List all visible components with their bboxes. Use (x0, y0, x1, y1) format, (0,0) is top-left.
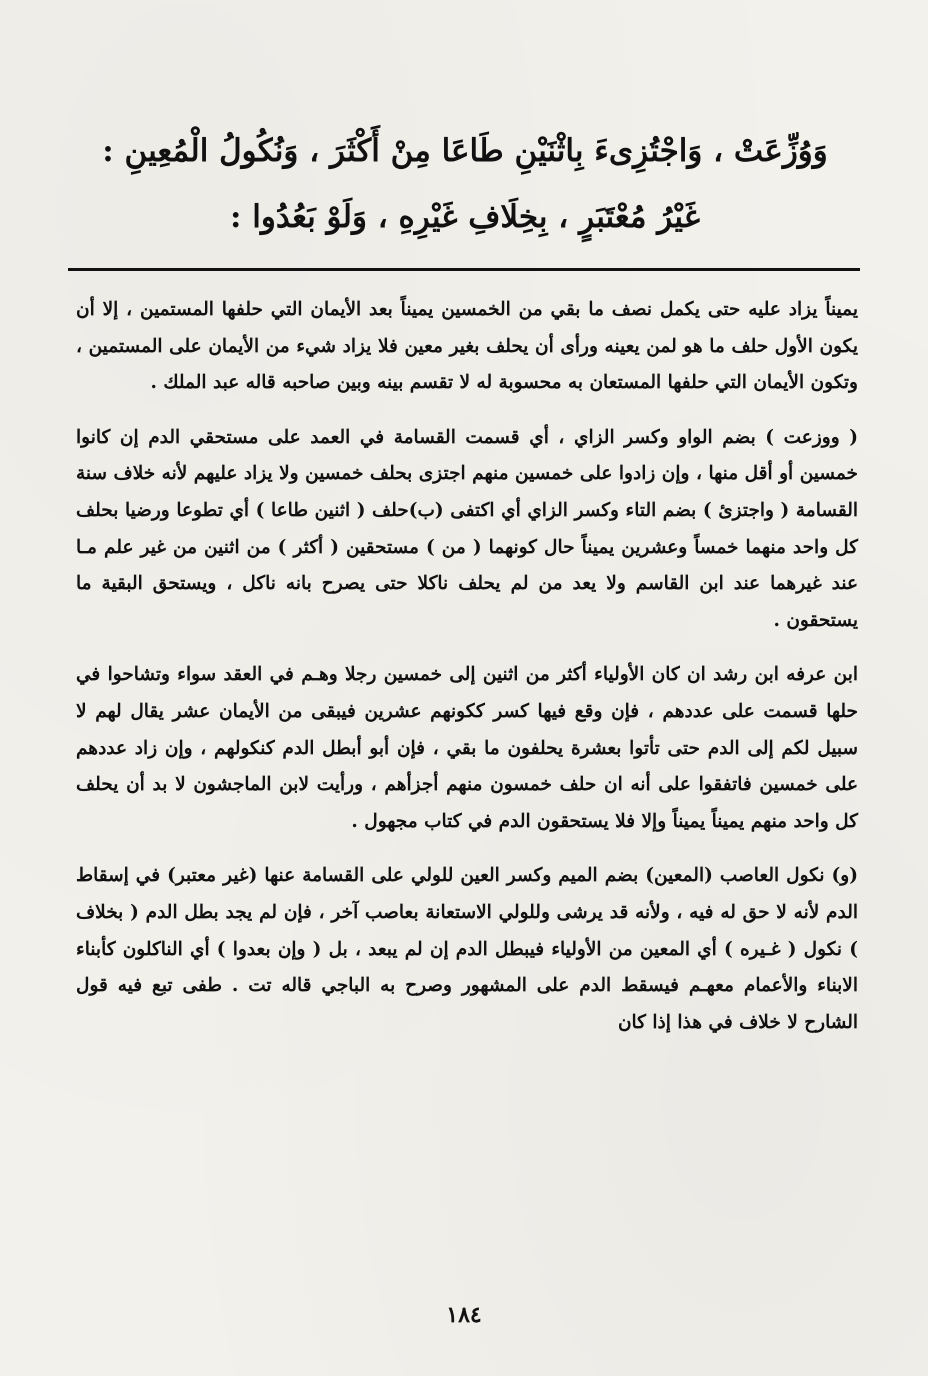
separator-rule (68, 268, 860, 271)
matn-line-2: غَيْرُ مُعْتَبَرٍ ، بِخِلَافِ غَيْرِهِ ، وَلَوْ بَعُدُوا : (230, 199, 700, 235)
page-number: ١٨٤ (446, 1302, 482, 1328)
matn-verse (70, 118, 860, 250)
commentary-paragraph-1: يميناً يزاد عليه حتى يكمل نصف ما بقي من الخمسين يميناً بعد الأيمان التي حلفها المستمين ، إلا أن يكون الأول حلف ما هو لمن يعينه ورأى أن يحلف بغير معين فلا يزاد شيء من الأيمان على المستمين ، وتكون الأيمان التي حلفها المستعان به محسوبة له لا تقسم بينه وبين صاحبه قاله عبد الملك . (76, 299, 858, 394)
commentary-text (76, 292, 858, 1041)
commentary-paragraph-3: ابن عرفه ابن رشد ان كان الأولياء أكثر من اثنين إلى خمسين رجلا وهـم في العقد سواء وتشاحوا في حلها قسمت على عددهم ، فإن وقع فيها كسر ككونهم عشرين فيبقى من الأيمان عشر يقال لهم لا سبيل لكم إلى الدم حتى تأتوا بعشرة يحلفون ما بقي ، فإن أبو أبطل الدم كنكولهم ، وإن زاد عددهم على خمسين فاتفقوا على أنه ان حلف خمسون منهم أجزأهم ، ورأيت لابن الماجشون لا بد أن يحلف كل واحد منهم يميناً يميناً وإلا فلا يستحقون الدم في كتاب مجهول . (76, 664, 858, 832)
commentary-paragraph-4: (و) نكول العاصب (المعين) بضم الميم وكسر العين للولي على القسامة عنها (غير معتبر) في إسقاط الدم لأنه لا حق له فيه ، ولأنه قد يرشى وللولي الاستعانة بعاصب آخر ، فإن لم يجد بطل الدم ( بخلاف ) نكول ( غـيره ) أي المعين من الأولياء فيبطل الدم إن لم يبعد ، بل ( وإن بعدوا ) أي الناكلون كأبناء الابناء والأعمام معهـم فيسقط الدم على المشهور وصرح به الباجي قاله تت . طفى تبع فيه قول الشارح لا خلاف في هذا إذا كان (76, 865, 858, 1033)
commentary-paragraph-2: ( ووزعت ) بضم الواو وكسر الزاي ، أي قسمت القسامة في العمد على مستحقي الدم إن كانوا خمسين أو أقل منها ، وإن زادوا على خمسين منهم اجتزى بحلف خمسين ولا يزاد عليهم لأنه خلاف سنة القسامة ( واجتزئ ) بضم التاء وكسر الزاي أي اكتفى (ب)حلف ( اثنين طاعا ) أي تطوعا ورضيا بحلف كل واحد منهما خمساً وعشرين يميناً حال كونهما ( من ) مستحقين ( أكثر ) من اثنين من غير علم مـا عند غيرهما عند ابن القاسم ولا يعد من لم يحلف ناكلا حتى يصرح بانه ناكل ، ويستحق البقية ما يستحقون . (76, 426, 858, 631)
matn-line-1: وَوُزِّعَتْ ، وَاجْتُزِىءَ بِاثْنَيْنِ طَاعَا مِنْ أَكْثَرَ ، وَنُكُولُ الْمُعِينِ : (102, 133, 828, 169)
